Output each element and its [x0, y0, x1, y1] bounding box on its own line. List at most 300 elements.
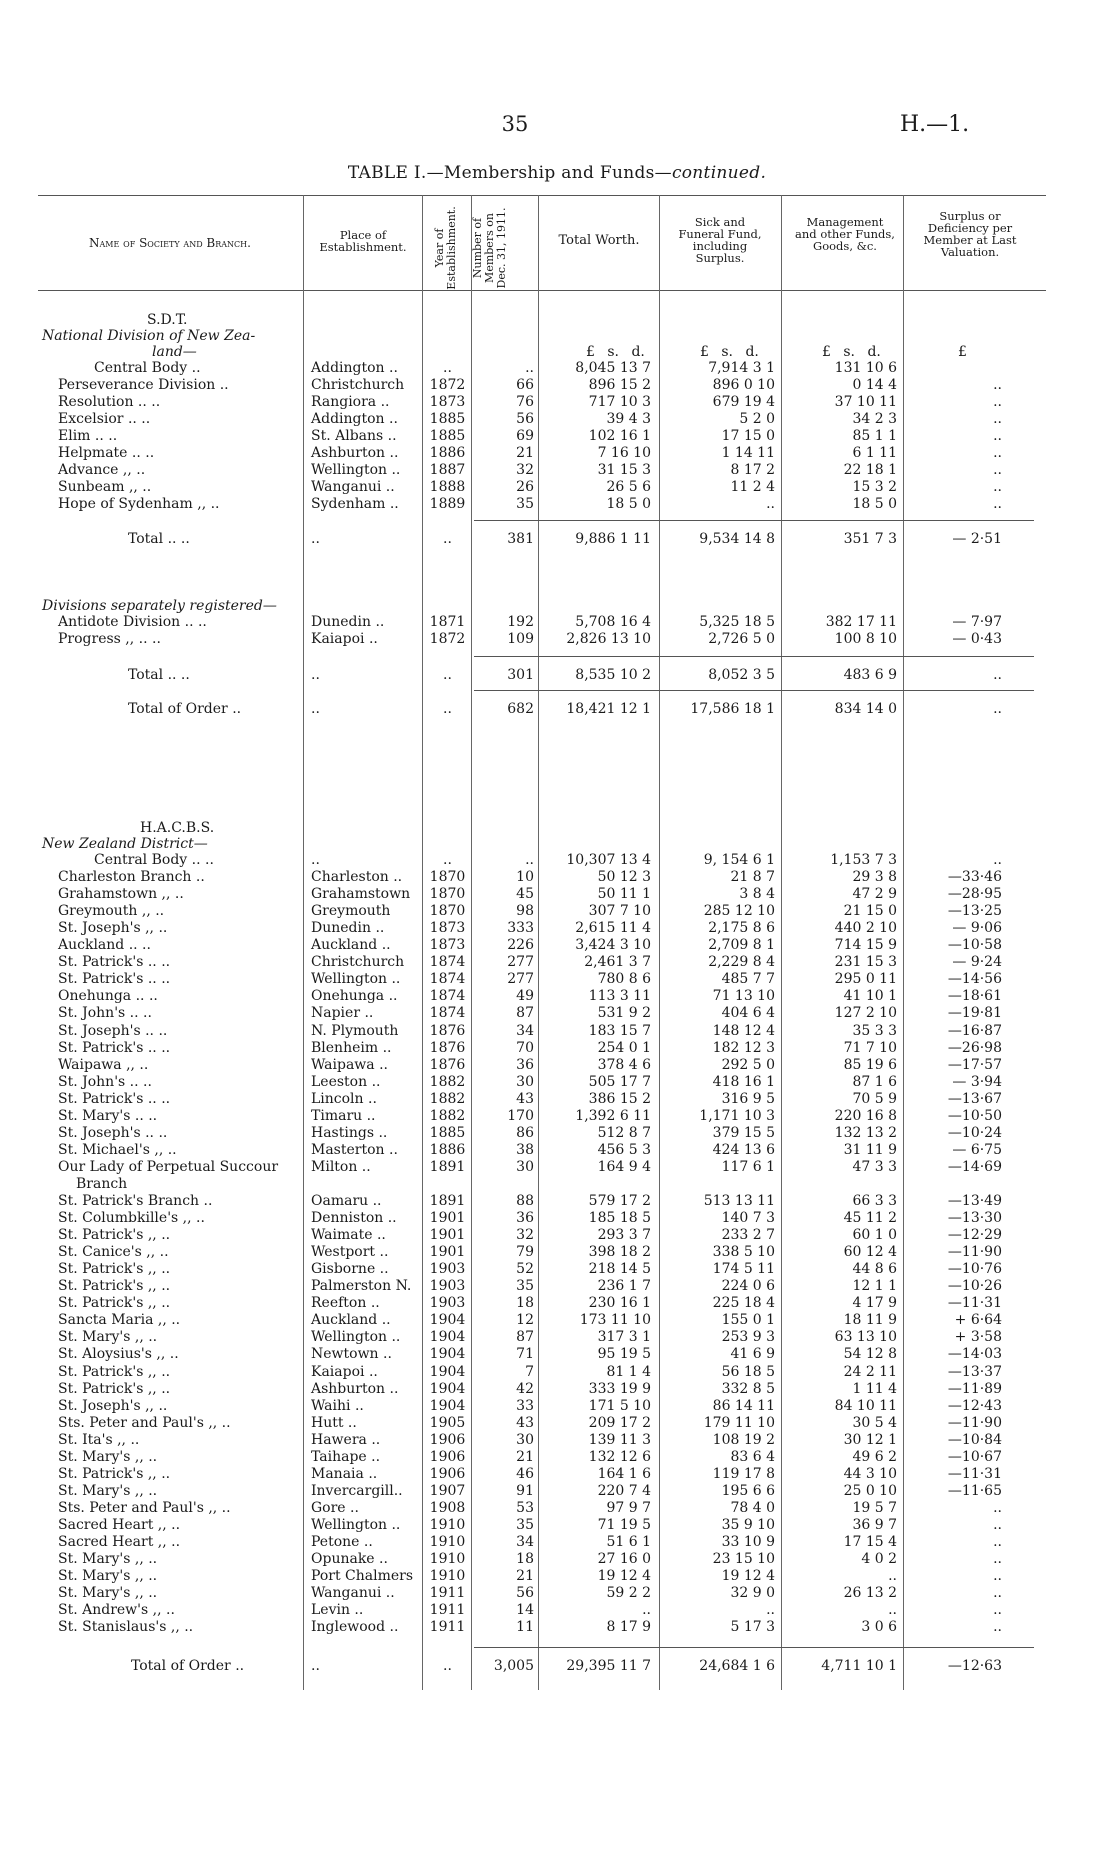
- cell-name: St. Patrick's ,, ..: [58, 1295, 171, 1311]
- table-row: [0, 1244, 1114, 1261]
- header-sick-funeral: Sick and Funeral Fund, including Surplus.: [678, 215, 762, 265]
- table-row: [0, 428, 1114, 445]
- cell-sd: — 0·43: [952, 631, 1002, 647]
- cell-sd: ..: [993, 1602, 1002, 1618]
- table-row: [0, 937, 1114, 954]
- cell-sf: 2,229 8 4: [708, 954, 775, 970]
- cell-mf: 24 2 11: [843, 1364, 897, 1380]
- cell-sd: + 3·58: [954, 1329, 1002, 1345]
- header-surplus: Surplus or Deficiency per Member at Last Valuation.: [923, 209, 1017, 259]
- cell-year: 1886: [429, 1142, 466, 1158]
- cell-sd: —10·67: [947, 1449, 1002, 1465]
- cell-mf: 85 1 1: [852, 428, 897, 444]
- cell-sf: 11 2 4: [730, 479, 775, 495]
- cell-sf: 17 15 0: [721, 428, 775, 444]
- cell-sf: 108 19 2: [712, 1432, 775, 1448]
- cell-name: St. Canice's ,, ..: [58, 1244, 169, 1260]
- cell-year: 1888: [429, 479, 466, 495]
- cell-tw: 317 3 1: [597, 1329, 651, 1345]
- cell-name: Helpmate .. ..: [58, 445, 155, 461]
- cell-sf: 117 6 1: [721, 1159, 775, 1175]
- cell-mf: 100 8 10: [834, 631, 897, 647]
- table-row: [0, 445, 1114, 462]
- cell-year: 1885: [429, 411, 466, 427]
- table-row: [0, 631, 1114, 648]
- table-row: [0, 1329, 1114, 1346]
- cell-year: 1911: [429, 1585, 466, 1601]
- cell-tw: 50 11 1: [597, 886, 651, 902]
- cell-members: 52: [516, 1261, 534, 1277]
- table-row: [0, 1398, 1114, 1415]
- cell-members: 43: [516, 1091, 534, 1107]
- table-row: [0, 852, 1114, 869]
- cell-tw: 505 17 7: [588, 1074, 651, 1090]
- cell-tw: 220 7 4: [597, 1483, 651, 1499]
- cell-sd: —13·67: [947, 1091, 1002, 1107]
- cell-place: Charleston ..: [311, 869, 403, 885]
- cell-name: St. Columbkille's ,, ..: [58, 1210, 205, 1226]
- table-row: [0, 1415, 1114, 1432]
- cell-sd: ..: [993, 1517, 1002, 1533]
- cell-place: Addington ..: [311, 411, 398, 427]
- cell-name: St. Andrew's ,, ..: [58, 1602, 175, 1618]
- cell-mf: ..: [888, 1602, 897, 1618]
- cell-name: Sancta Maria ,, ..: [58, 1312, 181, 1328]
- cell-year: 1907: [429, 1483, 466, 1499]
- cell-year: 1910: [429, 1551, 466, 1567]
- cell-year: ..: [443, 1658, 452, 1674]
- cell-name: Sacred Heart ,, ..: [58, 1517, 181, 1533]
- cell-members: 26: [516, 479, 534, 495]
- cell-name: St. Mary's ,, ..: [58, 1483, 158, 1499]
- cell-tw: 8,045 13 7: [575, 360, 651, 376]
- cell-place: Masterton ..: [311, 1142, 398, 1158]
- cell-year: 1904: [429, 1329, 466, 1345]
- cell-name: St. Patrick's Branch ..: [58, 1193, 213, 1209]
- cell-mf: 351 7 3: [843, 531, 897, 547]
- cell-sf: 35 9 10: [721, 1517, 775, 1533]
- table-row: [0, 1517, 1114, 1534]
- cell-name: Progress ,, .. ..: [58, 631, 161, 647]
- cell-year: 1901: [429, 1210, 466, 1226]
- cell-year: 1910: [429, 1517, 466, 1533]
- sdt-currency-sd: £: [958, 344, 967, 360]
- cell-sd: ..: [993, 701, 1002, 717]
- cell-name: Sts. Peter and Paul's ,, ..: [58, 1500, 231, 1516]
- cell-sf: 418 16 1: [712, 1074, 775, 1090]
- cell-mf: 22 18 1: [843, 462, 897, 478]
- sdt-subtitle-1: National Division of New Zea-: [42, 328, 256, 344]
- cell-sd: —13·25: [947, 903, 1002, 919]
- cell-sf: 485 7 7: [721, 971, 775, 987]
- cell-mf: 70 5 9: [852, 1091, 897, 1107]
- cell-sd: — 9·24: [952, 954, 1002, 970]
- cell-name: St. Mary's .. ..: [58, 1108, 158, 1124]
- cell-place: Greymouth: [311, 903, 391, 919]
- cell-sf: 174 5 11: [712, 1261, 775, 1277]
- cell-members: 79: [516, 1244, 534, 1260]
- cell-place: N. Plymouth: [311, 1023, 399, 1039]
- cell-place: Wanganui ..: [311, 479, 395, 495]
- cell-year: 1903: [429, 1278, 466, 1294]
- cell-sf: 9,534 14 8: [699, 531, 775, 547]
- header-members: Number of Members on Dec. 31, 1911.: [471, 207, 508, 289]
- sdt-div-title: Divisions separately registered—: [42, 598, 277, 614]
- table-row: [0, 1159, 1114, 1176]
- cell-year: 1873: [429, 394, 466, 410]
- cell-tw: 293 3 7: [597, 1227, 651, 1243]
- cell-sd: — 7·97: [952, 614, 1002, 630]
- cell-year: ..: [443, 852, 452, 868]
- cell-sd: —18·61: [947, 988, 1002, 1004]
- cell-tw: 97 9 7: [606, 1500, 651, 1516]
- table-row: [0, 1585, 1114, 1602]
- cell-name: St. John's .. ..: [58, 1074, 152, 1090]
- table-row: [0, 614, 1114, 631]
- cell-members: 45: [516, 886, 534, 902]
- cell-sd: + 6·64: [954, 1312, 1002, 1328]
- cell-sf: 41 6 9: [730, 1346, 775, 1362]
- cell-name: Antidote Division .. ..: [58, 614, 207, 630]
- cell-members: 277: [507, 954, 534, 970]
- table-title-main: TABLE I.—Membership and Funds—: [347, 163, 672, 183]
- cell-mf: 60 1 0: [852, 1227, 897, 1243]
- cell-name: Total .. ..: [128, 531, 190, 547]
- cell-year: 1882: [429, 1091, 466, 1107]
- cell-sd: —16·87: [947, 1023, 1002, 1039]
- cell-tw: 132 12 6: [588, 1449, 651, 1465]
- cell-sd: —12·43: [947, 1398, 1002, 1414]
- cell-tw: 139 11 3: [588, 1432, 651, 1448]
- cell-sd: ..: [993, 496, 1002, 512]
- cell-year: 1904: [429, 1364, 466, 1380]
- cell-mf: 3 0 6: [861, 1619, 897, 1635]
- header-bottom-rule: [38, 290, 1046, 291]
- cell-sd: — 2·51: [952, 531, 1002, 547]
- cell-mf: 66 3 3: [852, 1193, 897, 1209]
- cell-place: Waimate ..: [311, 1227, 386, 1243]
- cell-name: Resolution .. ..: [58, 394, 161, 410]
- cell-members: 42: [516, 1381, 534, 1397]
- table-title-italic: continued.: [671, 163, 767, 183]
- cell-name: Elim .. ..: [58, 428, 118, 444]
- cell-year: 1873: [429, 937, 466, 953]
- cell-sf: 513 13 11: [703, 1193, 775, 1209]
- cell-place: Westport ..: [311, 1244, 389, 1260]
- cell-place: Levin ..: [311, 1602, 364, 1618]
- cell-mf: 49 6 2: [852, 1449, 897, 1465]
- cell-name: St. Patrick's .. ..: [58, 1091, 171, 1107]
- cell-tw: 896 15 2: [588, 377, 651, 393]
- cell-sf: 71 13 10: [712, 988, 775, 1004]
- table-row: [0, 920, 1114, 937]
- cell-name: Perseverance Division ..: [58, 377, 229, 393]
- header-place: Place of Establishment.: [319, 228, 407, 254]
- cell-tw: 27 16 0: [597, 1551, 651, 1567]
- cell-mf: ..: [888, 1568, 897, 1584]
- cell-name: St. Patrick's ,, ..: [58, 1278, 171, 1294]
- cell-mf: 35 3 3: [852, 1023, 897, 1039]
- cell-year: 1889: [429, 496, 466, 512]
- cell-mf: 1,153 7 3: [830, 852, 897, 868]
- cell-place: Gisborne ..: [311, 1261, 389, 1277]
- cell-members: 43: [516, 1415, 534, 1431]
- cell-tw: 102 16 1: [588, 428, 651, 444]
- cell-sd: —11·90: [947, 1415, 1002, 1431]
- cell-place: Napier ..: [311, 1005, 374, 1021]
- cell-tw: 9,886 1 11: [575, 531, 651, 547]
- cell-name: St. Ita's ,, ..: [58, 1432, 140, 1448]
- cell-sd: —14·56: [947, 971, 1002, 987]
- cell-mf: 295 0 11: [834, 971, 897, 987]
- cell-tw: 7 16 10: [597, 445, 651, 461]
- report-code: H.—1.: [900, 112, 970, 137]
- cell-place: Ashburton ..: [311, 1381, 399, 1397]
- cell-place: Wellington ..: [311, 1517, 401, 1533]
- cell-sf: ..: [766, 1602, 775, 1618]
- table-row: [0, 1023, 1114, 1040]
- cell-sf: 8,052 3 5: [708, 667, 775, 683]
- cell-place: Rangiora ..: [311, 394, 390, 410]
- cell-tw: 218 14 5: [588, 1261, 651, 1277]
- cell-year: 1870: [429, 886, 466, 902]
- cell-sf: 3 8 4: [739, 886, 775, 902]
- cell-name: Auckland .. ..: [58, 937, 151, 953]
- cell-name: St. Patrick's .. ..: [58, 1040, 171, 1056]
- cell-mf: 4 17 9: [852, 1295, 897, 1311]
- cell-sd: —10·76: [947, 1261, 1002, 1277]
- cell-tw: ..: [642, 1602, 651, 1618]
- cell-tw: 50 12 3: [597, 869, 651, 885]
- cell-mf: 382 17 11: [825, 614, 897, 630]
- cell-year: ..: [443, 531, 452, 547]
- cell-members: 71: [516, 1346, 534, 1362]
- cell-tw: 5,708 16 4: [575, 614, 651, 630]
- table-row: [0, 1466, 1114, 1483]
- cell-members: 35: [516, 1517, 534, 1533]
- cell-sd: ..: [993, 411, 1002, 427]
- cell-tw: 39 4 3: [606, 411, 651, 427]
- cell-sf: 9, 154 6 1: [703, 852, 775, 868]
- cell-sf: 83 6 4: [730, 1449, 775, 1465]
- cell-name: Central Body .. ..: [94, 852, 214, 868]
- cell-tw: 717 10 3: [588, 394, 651, 410]
- cell-mf: 34 2 3: [852, 411, 897, 427]
- cell-year: 1876: [429, 1023, 466, 1039]
- cell-members: 86: [516, 1125, 534, 1141]
- cell-place: Waipawa ..: [311, 1057, 388, 1073]
- cell-members: 18: [516, 1295, 534, 1311]
- cell-members: 76: [516, 394, 534, 410]
- cell-sf: 56 18 5: [721, 1364, 775, 1380]
- cell-name: Our Lady of Perpetual Succour: [58, 1159, 279, 1175]
- cell-name: Total .. ..: [128, 667, 190, 683]
- cell-tw: 183 15 7: [588, 1023, 651, 1039]
- cell-sf: 21 8 7: [730, 869, 775, 885]
- table-row: [0, 360, 1114, 377]
- cell-members: 70: [516, 1040, 534, 1056]
- cell-members: 10: [516, 869, 534, 885]
- cell-name: St. John's .. ..: [58, 1005, 152, 1021]
- cell-sf: 119 17 8: [712, 1466, 775, 1482]
- cell-year: 1906: [429, 1449, 466, 1465]
- cell-tw: 18,421 12 1: [566, 701, 651, 717]
- cell-members: 226: [507, 937, 534, 953]
- cell-place: ..: [311, 667, 320, 683]
- cell-tw: 236 1 7: [597, 1278, 651, 1294]
- table-row: [0, 1227, 1114, 1244]
- cell-name: Onehunga .. ..: [58, 988, 158, 1004]
- cell-tw: 185 18 5: [588, 1210, 651, 1226]
- cell-members: 30: [516, 1074, 534, 1090]
- cell-tw: 230 16 1: [588, 1295, 651, 1311]
- cell-name: Advance ,, ..: [58, 462, 146, 478]
- cell-sf: 2,726 5 0: [708, 631, 775, 647]
- cell-sd: ..: [993, 394, 1002, 410]
- cell-mf: 6 1 11: [852, 445, 897, 461]
- cell-mf: 834 14 0: [834, 701, 897, 717]
- cell-mf: 440 2 10: [834, 920, 897, 936]
- cell-place: Palmerston N.: [311, 1278, 412, 1294]
- cell-sd: —13·30: [947, 1210, 1002, 1226]
- cell-sf: 5 2 0: [739, 411, 775, 427]
- cell-mf: 26 13 2: [843, 1585, 897, 1601]
- cell-mf: 231 15 3: [834, 954, 897, 970]
- cell-sf: 78 4 0: [730, 1500, 775, 1516]
- cell-members: 301: [507, 667, 534, 683]
- cell-mf: 54 12 8: [843, 1346, 897, 1362]
- cell-sf: 8 17 2: [730, 462, 775, 478]
- table-row: [0, 1210, 1114, 1227]
- cell-name: St. Mary's ,, ..: [58, 1329, 158, 1345]
- cell-mf: 4,711 10 1: [821, 1658, 897, 1674]
- table-row: [0, 1346, 1114, 1363]
- cell-place: Reefton ..: [311, 1295, 380, 1311]
- cell-name: St. Mary's ,, ..: [58, 1568, 158, 1584]
- cell-sf: 2,709 8 1: [708, 937, 775, 953]
- cell-sd: —11·31: [947, 1295, 1002, 1311]
- table-row: [0, 462, 1114, 479]
- cell-sf: 253 9 3: [721, 1329, 775, 1345]
- table-row: [0, 394, 1114, 411]
- cell-sf: 17,586 18 1: [690, 701, 775, 717]
- cell-name: St. Joseph's ,, ..: [58, 1398, 168, 1414]
- cell-name: St. Joseph's .. ..: [58, 1023, 168, 1039]
- cell-year: 1904: [429, 1398, 466, 1414]
- cell-members: 192: [507, 614, 534, 630]
- cell-name: St. Mary's ,, ..: [58, 1449, 158, 1465]
- cell-name: St. Patrick's .. ..: [58, 954, 171, 970]
- cell-sf: 379 15 5: [712, 1125, 775, 1141]
- cell-members: 35: [516, 496, 534, 512]
- hacbs-total-rule: [474, 1647, 1034, 1648]
- cell-sd: ..: [993, 1500, 1002, 1516]
- cell-place: Addington ..: [311, 360, 398, 376]
- cell-place: Manaia ..: [311, 1466, 378, 1482]
- cell-place: Auckland ..: [311, 1312, 391, 1328]
- cell-year: ..: [443, 667, 452, 683]
- cell-place: Milton ..: [311, 1159, 371, 1175]
- cell-name: St. Joseph's .. ..: [58, 1125, 168, 1141]
- cell-members: 88: [516, 1193, 534, 1209]
- cell-mf: 63 13 10: [834, 1329, 897, 1345]
- cell-place: Denniston ..: [311, 1210, 397, 1226]
- cell-sf: 896 0 10: [712, 377, 775, 393]
- order-total-row: [0, 1658, 1114, 1675]
- cell-members: 18: [516, 1551, 534, 1567]
- cell-name: Total of Order ..: [128, 701, 242, 717]
- table-row: [0, 1091, 1114, 1108]
- cell-tw: 3,424 3 10: [575, 937, 651, 953]
- cell-members: 333: [507, 920, 534, 936]
- cell-name: Sacred Heart ,, ..: [58, 1534, 181, 1550]
- cell-tw: 254 0 1: [597, 1040, 651, 1056]
- cell-tw: 512 8 7: [597, 1125, 651, 1141]
- table-row: [0, 1483, 1114, 1500]
- cell-sf: 292 5 0: [721, 1057, 775, 1073]
- cell-members: 91: [516, 1483, 534, 1499]
- cell-sd: ..: [993, 445, 1002, 461]
- cell-year: 1901: [429, 1227, 466, 1243]
- cell-year: 1886: [429, 445, 466, 461]
- cell-place: Grahamstown: [311, 886, 411, 902]
- cell-members: 170: [507, 1108, 534, 1124]
- header-top-rule: [38, 195, 1046, 196]
- cell-sd: ..: [993, 479, 1002, 495]
- cell-name: St. Stanislaus's ,, ..: [58, 1619, 194, 1635]
- sdt-total-rule: [474, 520, 1034, 521]
- cell-tw: 8,535 10 2: [575, 667, 651, 683]
- cell-sf: 1 14 11: [721, 445, 775, 461]
- cell-name: St. Mary's ,, ..: [58, 1585, 158, 1601]
- cell-mf: 44 8 6: [852, 1261, 897, 1277]
- cell-members: 3,005: [493, 1658, 534, 1674]
- cell-sd: —11·31: [947, 1466, 1002, 1482]
- cell-tw: 173 11 10: [579, 1312, 651, 1328]
- cell-place: Opunake ..: [311, 1551, 388, 1567]
- cell-tw: 51 6 1: [606, 1534, 651, 1550]
- cell-place: Auckland ..: [311, 937, 391, 953]
- table-row: [0, 377, 1114, 394]
- cell-place: Wellington ..: [311, 462, 401, 478]
- cell-year: 1911: [429, 1602, 466, 1618]
- cell-tw: 171 5 10: [588, 1398, 651, 1414]
- table-row: [0, 496, 1114, 513]
- cell-year: 1906: [429, 1466, 466, 1482]
- cell-mf: 15 3 2: [852, 479, 897, 495]
- order-total-row: [0, 701, 1114, 718]
- cell-place: Hawera ..: [311, 1432, 381, 1448]
- cell-mf: 12 1 1: [852, 1278, 897, 1294]
- cell-mf: 18 5 0: [852, 496, 897, 512]
- table-row: [0, 1312, 1114, 1329]
- table-row: [0, 1057, 1114, 1074]
- cell-mf: 30 12 1: [843, 1432, 897, 1448]
- cell-sd: —13·49: [947, 1193, 1002, 1209]
- cell-name: St. Michael's ,, ..: [58, 1142, 177, 1158]
- cell-members: 30: [516, 1432, 534, 1448]
- cell-name: Total of Order ..: [131, 1658, 245, 1674]
- cell-tw: 8 17 9: [606, 1619, 651, 1635]
- table-row: [0, 1619, 1114, 1636]
- cell-year: 1874: [429, 988, 466, 1004]
- cell-tw: 95 19 5: [597, 1346, 651, 1362]
- sdt-title: S.D.T.: [147, 312, 188, 328]
- cell-mf: 87 1 6: [852, 1074, 897, 1090]
- cell-members: 87: [516, 1005, 534, 1021]
- cell-year: 1885: [429, 1125, 466, 1141]
- cell-sf: 233 2 7: [721, 1227, 775, 1243]
